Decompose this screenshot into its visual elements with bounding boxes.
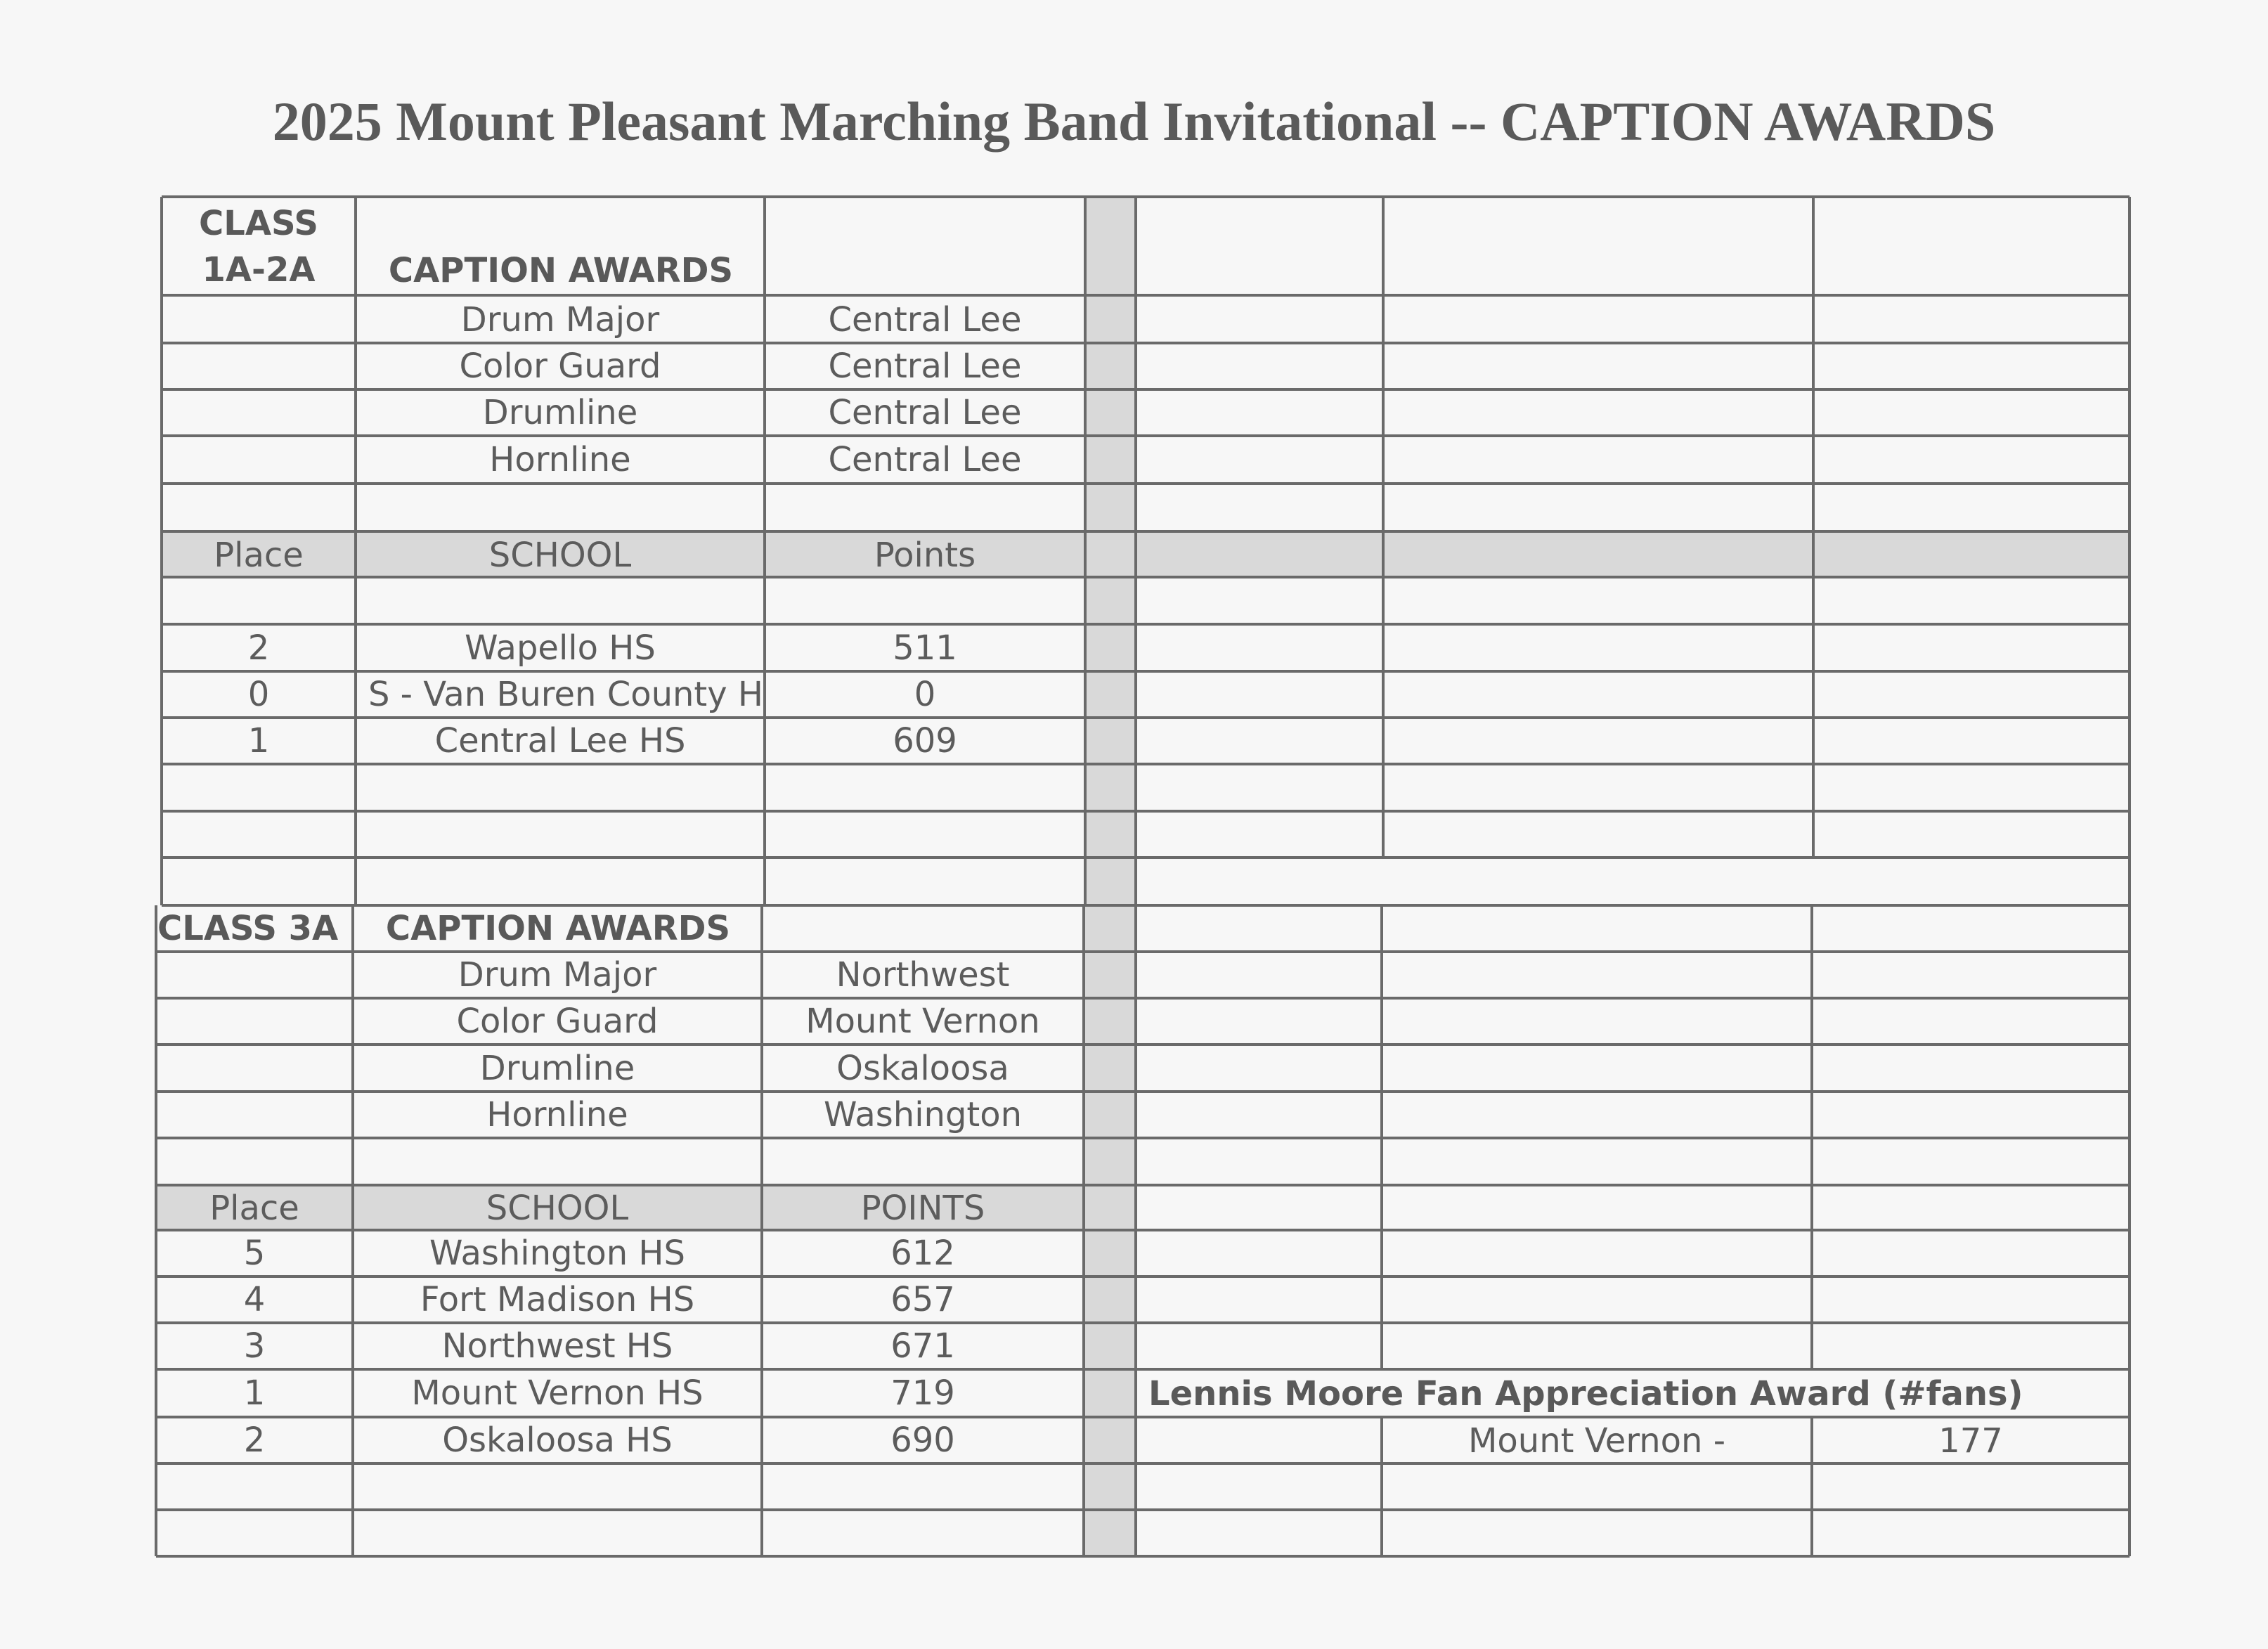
result-points: 0 — [914, 675, 936, 714]
caption-winner: Central Lee — [828, 300, 1022, 340]
caption-name: Drumline — [482, 393, 638, 432]
result-school: Northwest HS — [441, 1326, 673, 1366]
class-3a-label: CLASS 3A — [157, 909, 339, 948]
results-header-school: SCHOOL — [486, 1189, 629, 1228]
fan-award-title: Lennis Moore Fan Appreciation Award (#fans) — [1148, 1374, 2023, 1414]
result-place: 2 — [243, 1421, 266, 1460]
result-points: 609 — [893, 721, 957, 761]
fan-award-count: 177 — [1938, 1421, 2003, 1461]
result-place: 0 — [247, 675, 270, 714]
result-school: Mount Vernon HS — [411, 1373, 704, 1413]
caption-name: Drumline — [479, 1048, 635, 1088]
results-header-points: Points — [874, 535, 976, 575]
class-3a-caption-header: CAPTION AWARDS — [385, 909, 731, 948]
result-place: 3 — [243, 1326, 266, 1366]
caption-winner: Central Lee — [828, 347, 1022, 386]
result-school: S - Van Buren County H — [368, 675, 763, 714]
caption-winner: Central Lee — [828, 393, 1022, 432]
fan-award-school: Mount Vernon - — [1467, 1421, 1726, 1461]
result-school: Central Lee HS — [434, 721, 686, 761]
results-header-place: Place — [214, 535, 304, 575]
result-school: Wapello HS — [465, 628, 656, 668]
class-1a-2a-label-line2: 1A-2A — [202, 250, 316, 290]
result-school: Fort Madison HS — [420, 1280, 695, 1319]
result-points: 612 — [890, 1234, 955, 1273]
result-points: 719 — [890, 1373, 955, 1413]
result-place: 1 — [247, 721, 270, 761]
results-header-place: Place — [209, 1189, 299, 1228]
caption-name: Hornline — [486, 1095, 628, 1134]
page-title: 2025 Mount Pleasant Marching Band Invitational -- CAPTION AWARDS — [272, 91, 1996, 152]
result-points: 511 — [893, 628, 957, 668]
caption-winner: Oskaloosa — [836, 1048, 1009, 1088]
caption-name: Hornline — [489, 440, 631, 479]
caption-winner: Northwest — [836, 955, 1010, 995]
caption-name: Color Guard — [459, 347, 661, 386]
results-header-points: POINTS — [860, 1189, 985, 1228]
separator-column — [1085, 197, 1136, 1557]
class-1a-2a-caption-header: CAPTION AWARDS — [388, 251, 734, 290]
result-school: Washington HS — [429, 1234, 685, 1273]
result-points: 671 — [890, 1326, 955, 1366]
result-place: 5 — [243, 1234, 266, 1273]
caption-name: Color Guard — [456, 1002, 659, 1041]
result-place: 4 — [243, 1280, 266, 1319]
results-header-school: SCHOOL — [488, 535, 632, 575]
result-points: 690 — [890, 1421, 955, 1460]
caption-winner: Central Lee — [828, 440, 1022, 479]
caption-name: Drum Major — [460, 300, 660, 340]
result-place: 2 — [247, 628, 270, 668]
caption-winner: Washington — [823, 1095, 1023, 1134]
class-1a-2a-label — [163, 198, 354, 295]
result-points: 657 — [890, 1280, 955, 1319]
caption-name: Drum Major — [458, 955, 657, 995]
result-school: Oskaloosa HS — [442, 1421, 673, 1460]
result-place: 1 — [243, 1373, 266, 1413]
class-1a-2a-label-line1: CLASS — [199, 204, 318, 243]
caption-winner: Mount Vernon — [805, 1002, 1040, 1041]
